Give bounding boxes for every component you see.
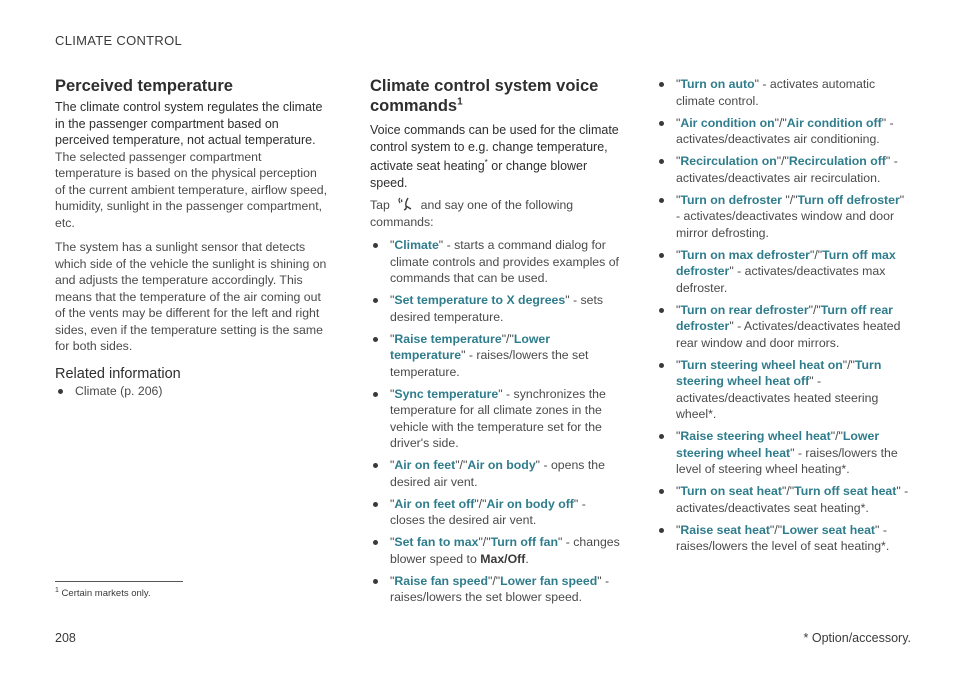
command-phrase: Sync temperature [394,386,499,401]
voice-command-item: "Turn on defroster "/"Turn off defroster" - activates/deactivates window and door mirror defrosting. [656,192,911,242]
paragraph: The system has a sunlight sensor that detects which side of the vehicle the sunlight is shining on and adjusts the temperature accordingly. This means that the temperature of the air coming out of the vents may be different for the left and right sides, even if the temperature setting is the same for both sides. [55,240,327,353]
voice-command-item: "Turn on auto" - activates automatic climate control. [656,76,911,109]
command-phrase: Lower fan speed [500,573,598,588]
voice-command-item: "Raise steering wheel heat"/"Lower steering wheel heat" - raises/lowers the level of steering wheel heating*. [656,428,911,478]
command-phrase: Turn on seat heat [680,484,782,498]
voice-command-list [656,76,911,555]
command-phrase: Air condition on [680,115,775,130]
command-phrase: Turn off max defroster [676,247,896,278]
command-phrase: Turn on auto [680,77,755,91]
page-header: CLIMATE CONTROL [55,33,183,48]
command-description: " - activates/deactivates window and door mirror defrosting. [676,192,905,240]
section-title: Perceived temperature [55,77,233,95]
related-title: Related information [55,365,181,382]
command-phrase: Recirculation on [680,154,777,168]
setting-value: Max/Off [480,551,526,566]
footnote: $^1$ Certain markets only. [55,587,151,600]
voice-command-item: "Air condition on"/"Air condition off" - activates/deactivates air conditioning. [656,115,911,148]
command-phrase: Air on body [467,458,536,473]
voice-command-item: "Raise fan speed"/"Lower fan speed" - raises/lowers the set blower speed. [370,573,620,606]
footnote-divider [55,581,183,582]
command-description: " - activates/deactivates heated steering wheel*. [676,374,879,421]
command-description-end: . [525,551,529,566]
voice-command-item: "Set fan to max"/"Turn off fan" - changes blower speed to Max/Off. [370,534,620,567]
command-phrase: Raise temperature [394,331,502,346]
command-description: " - closes the desired air vent. [390,496,586,528]
voice-command-item: "Turn steering wheel heat on"/"Turn steering wheel heat off" - activates/deactivates heated steering wheel*. [656,357,911,423]
command-description: " - raises/lowers the level of steering wheel heating*. [676,445,898,476]
command-phrase: Turn on defroster [680,192,786,207]
command-phrase: Turn on rear defroster [680,302,809,317]
command-description: " - synchronizes the temperature for all climate zones in the vehicle with the temperature set for the driver's side. [390,386,606,451]
command-phrase: Set temperature to X degrees [394,293,566,308]
column-voice-commands-continued [656,76,911,560]
option-accessory-note: * Option/accessory. [803,631,911,645]
command-phrase: Turn off seat heat [794,484,897,498]
column-perceived-temperature [55,76,330,405]
command-phrase: Raise fan speed [394,573,489,588]
command-phrase: Turn steering wheel heat off [676,357,882,388]
voice-command-item: "Air on feet"/"Air on body" - opens the desired air vent. [370,457,620,490]
command-phrase: Turn steering wheel heat on [680,357,843,372]
command-phrase: Air condition off [786,115,882,130]
command-phrase: Lower steering wheel heat [676,429,880,460]
command-phrase: Air on feet off [394,496,475,511]
voice-command-item: "Turn on max defroster"/"Turn off max defroster" - activates/deactivates max defroster. [656,247,911,297]
command-phrase: Turn on max defroster [680,247,810,262]
footnote-ref: 1 [457,96,463,108]
command-phrase: Turn off defroster [797,192,900,207]
command-description: " - raises/lowers the set blower speed. [390,573,610,605]
section-title: Climate control system voice commands$^1$ [370,77,599,115]
voice-command-item: "Turn on rear defroster"/"Turn off rear defroster" - Activates/deactivates heated rear window and door mirrors. [656,302,911,352]
command-description: " - activates/deactivates max defroster. [676,264,886,295]
tap-instruction: Tap and say one of the following commands: [370,198,574,229]
command-description: " - changes blower speed to [390,535,620,566]
voice-command-item: "Raise seat heat"/"Lower seat heat" - raises/lowers the level of seat heating*. [656,522,911,555]
voice-command-item: "Sync temperature" - synchronizes the temperature for all climate zones in the vehicle with the temperature set for the driver's side. [370,386,620,452]
section-lead: Voice commands can be used for the climate control system to e.g. change temperature, activate seat heating* or change blower speed. [370,123,619,190]
command-description: " - Activates/deactivates heated rear window and door mirrors. [676,319,901,350]
command-description: " - activates/deactivates air conditioning. [676,115,894,146]
command-description: " - activates/deactivates seat heating*. [676,484,909,515]
command-phrase: Lower temperature [390,331,551,363]
command-description: " - activates/deactivates air recirculation. [676,154,898,185]
command-phrase: Recirculation off [788,154,886,168]
command-phrase: Lower seat heat [782,522,876,537]
command-description: " - opens the desired air vent. [390,458,605,489]
command-description: " - activates automatic climate control. [676,77,876,108]
column-voice-commands [370,76,620,611]
section-lead: The climate control system regulates the climate in the passenger compartment based on perceived temperature, not actual temperature. [55,100,323,147]
voice-command-item: "Set temperature to X degrees" - sets desired temperature. [370,292,620,325]
voice-command-item: "Climate" - starts a command dialog for climate controls and provides examples of commands that can be used. [370,237,620,287]
command-description: " - raises/lowers the set temperature. [390,348,589,379]
voice-command-icon [397,197,413,211]
paragraph: The selected passenger compartment temperature is based on the physical perception of the current ambient temperature, airflow speed, humidity, sunlight in the passenger compartment, etc. [55,149,328,230]
page-number: 208 [55,631,76,645]
command-phrase: Air on body off [486,496,574,511]
voice-command-item: "Raise temperature"/"Lower temperature" - raises/lowers the set temperature. [370,331,620,381]
command-description: " - starts a command dialog for climate controls and provides examples of commands that can be used. [390,238,619,286]
voice-command-item: "Recirculation on"/"Recirculation off" - activates/deactivates air recirculation. [656,153,911,186]
command-description: " - sets desired temperature. [390,293,604,324]
command-phrase: Climate [394,238,439,253]
command-description: " - raises/lowers the level of seat heating*. [676,522,890,553]
voice-command-item: "Turn on seat heat"/"Turn off seat heat" - activates/deactivates seat heating*. [656,483,911,516]
command-phrase: Turn off rear defroster [676,302,893,333]
command-phrase: Set fan to max [394,535,479,550]
related-link[interactable]: Climate (p. 206) [55,383,330,400]
command-phrase: Air on feet [394,458,456,473]
command-phrase: Raise seat heat [680,522,770,537]
command-phrase: Raise steering wheel heat [680,429,831,443]
voice-command-item: "Air on feet off"/"Air on body off" - closes the desired air vent. [370,496,620,529]
voice-command-list [370,237,620,606]
command-phrase: Turn off fan [490,535,558,550]
